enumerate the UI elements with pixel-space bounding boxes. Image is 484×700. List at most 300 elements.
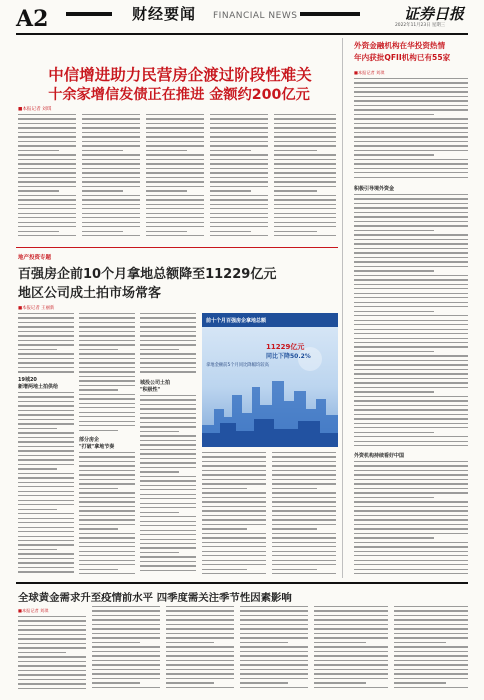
text-line bbox=[354, 320, 468, 321]
text-line bbox=[354, 293, 468, 294]
text-line bbox=[18, 441, 74, 442]
text-line bbox=[354, 306, 468, 307]
text-line bbox=[18, 231, 59, 232]
text-line bbox=[18, 500, 74, 501]
second-subhead-6: "积极性" bbox=[140, 387, 161, 393]
text-line bbox=[18, 358, 74, 359]
text-line bbox=[354, 560, 468, 561]
text-line bbox=[79, 362, 135, 363]
text-line bbox=[79, 335, 135, 336]
text-line bbox=[274, 114, 336, 115]
text-line bbox=[18, 567, 74, 568]
text-line bbox=[354, 387, 468, 388]
text-line bbox=[18, 553, 74, 554]
text-line bbox=[140, 326, 196, 327]
text-line bbox=[394, 682, 446, 683]
text-line bbox=[18, 145, 76, 146]
text-line bbox=[140, 426, 196, 427]
infographic bbox=[202, 313, 338, 447]
text-line bbox=[18, 235, 76, 236]
text-line bbox=[79, 398, 135, 399]
text-line bbox=[79, 542, 135, 543]
text-line bbox=[354, 360, 468, 361]
text-line bbox=[140, 453, 196, 454]
text-line bbox=[210, 136, 268, 137]
text-line bbox=[18, 688, 86, 689]
text-line bbox=[18, 199, 76, 200]
text-line bbox=[240, 669, 308, 670]
text-line bbox=[18, 616, 86, 617]
text-line bbox=[79, 353, 135, 354]
text-line bbox=[240, 655, 308, 656]
text-line bbox=[18, 473, 74, 474]
text-line bbox=[314, 624, 388, 625]
bottom-headline: 全球黄金需求升至疫情前水平 四季度需关注季节性因素影响 bbox=[18, 592, 292, 604]
text-line bbox=[82, 231, 123, 232]
text-line bbox=[140, 313, 196, 314]
text-line bbox=[354, 203, 468, 204]
right-headline-1: 外资金融机构在华投资热情 bbox=[354, 41, 446, 50]
text-line bbox=[18, 367, 74, 368]
text-line bbox=[79, 394, 135, 395]
text-line bbox=[18, 419, 74, 420]
text-line bbox=[354, 230, 434, 231]
text-line bbox=[354, 441, 468, 442]
text-line bbox=[79, 474, 135, 475]
text-line bbox=[354, 270, 434, 271]
kicker: 地产投资专题 bbox=[18, 255, 52, 261]
text-line bbox=[18, 679, 86, 680]
text-line bbox=[146, 114, 204, 115]
text-line bbox=[354, 488, 468, 489]
text-line bbox=[354, 163, 468, 164]
text-line bbox=[354, 91, 468, 92]
text-line bbox=[146, 199, 204, 200]
text-line bbox=[274, 181, 336, 182]
text-line bbox=[92, 664, 160, 665]
text-line bbox=[166, 646, 234, 647]
text-line bbox=[18, 213, 76, 214]
text-line bbox=[18, 159, 76, 160]
text-line bbox=[79, 533, 135, 534]
text-line bbox=[272, 546, 336, 547]
text-line bbox=[140, 525, 196, 526]
text-line bbox=[18, 331, 74, 332]
text-line bbox=[394, 678, 468, 679]
text-line bbox=[146, 118, 204, 119]
text-line bbox=[272, 452, 336, 453]
text-line bbox=[140, 317, 196, 318]
text-line bbox=[79, 317, 135, 318]
text-line bbox=[210, 159, 268, 160]
text-line bbox=[394, 646, 468, 647]
text-line bbox=[18, 509, 57, 510]
text-line bbox=[314, 633, 388, 634]
text-line bbox=[146, 217, 204, 218]
second-body-col-4 bbox=[202, 452, 266, 578]
text-line bbox=[166, 606, 234, 607]
infographic-change: 同比下降50.2% bbox=[266, 353, 311, 360]
text-line bbox=[202, 470, 266, 471]
text-line bbox=[79, 546, 135, 547]
text-line bbox=[82, 172, 140, 173]
text-line bbox=[210, 226, 268, 227]
text-line bbox=[354, 239, 468, 240]
text-line bbox=[394, 610, 468, 611]
section-title: 财经要闻 bbox=[132, 5, 197, 23]
second-body-col-2 bbox=[79, 313, 135, 436]
text-line bbox=[240, 642, 288, 643]
text-line bbox=[146, 132, 204, 133]
text-line bbox=[140, 503, 196, 504]
bottom-body-col-5 bbox=[314, 606, 388, 694]
text-line bbox=[18, 670, 86, 671]
text-line bbox=[394, 628, 468, 629]
text-line bbox=[140, 435, 196, 436]
text-line bbox=[314, 651, 388, 652]
text-line bbox=[354, 172, 468, 173]
text-line bbox=[210, 163, 268, 164]
text-line bbox=[272, 510, 336, 511]
text-line bbox=[314, 678, 388, 679]
text-line bbox=[18, 504, 74, 505]
text-line bbox=[210, 141, 268, 142]
text-line bbox=[354, 414, 468, 415]
text-line bbox=[146, 213, 204, 214]
text-line bbox=[18, 123, 76, 124]
text-line bbox=[82, 118, 140, 119]
column-divider bbox=[342, 38, 343, 578]
text-line bbox=[166, 660, 234, 661]
text-line bbox=[140, 362, 196, 363]
text-line bbox=[18, 118, 76, 119]
text-line bbox=[354, 194, 468, 195]
text-line bbox=[18, 468, 57, 469]
text-line bbox=[18, 414, 74, 415]
text-line bbox=[18, 620, 86, 621]
text-line bbox=[18, 522, 74, 523]
text-line bbox=[274, 222, 336, 223]
text-line bbox=[314, 637, 388, 638]
text-line bbox=[354, 338, 468, 339]
text-line bbox=[18, 477, 74, 478]
text-line bbox=[354, 427, 468, 428]
text-line bbox=[140, 471, 179, 472]
text-line bbox=[79, 331, 135, 332]
text-line bbox=[354, 405, 468, 406]
text-line bbox=[166, 637, 234, 638]
text-line bbox=[79, 465, 135, 466]
text-line bbox=[92, 660, 160, 661]
text-line bbox=[166, 642, 214, 643]
text-line bbox=[354, 212, 468, 213]
text-line bbox=[210, 123, 268, 124]
text-line bbox=[354, 573, 468, 574]
text-line bbox=[354, 546, 468, 547]
text-line bbox=[82, 204, 140, 205]
text-line bbox=[394, 619, 468, 620]
text-line bbox=[354, 501, 468, 502]
text-line bbox=[314, 673, 388, 674]
text-line bbox=[166, 651, 234, 652]
text-line bbox=[210, 217, 268, 218]
text-line bbox=[146, 190, 187, 191]
text-line bbox=[354, 123, 468, 124]
text-line bbox=[79, 501, 135, 502]
text-line bbox=[18, 392, 74, 393]
text-line bbox=[18, 353, 74, 354]
text-line bbox=[82, 190, 123, 191]
text-line bbox=[82, 177, 140, 178]
text-line bbox=[394, 637, 468, 638]
text-line bbox=[354, 391, 434, 392]
text-line bbox=[354, 497, 434, 498]
text-line bbox=[146, 177, 204, 178]
text-line bbox=[274, 195, 336, 196]
lead-body-col-4 bbox=[210, 114, 268, 244]
text-line bbox=[18, 540, 74, 541]
text-line bbox=[354, 324, 468, 325]
masthead-rule bbox=[16, 33, 468, 35]
text-line bbox=[354, 105, 468, 106]
text-line bbox=[274, 127, 336, 128]
text-line bbox=[202, 515, 266, 516]
text-line bbox=[274, 190, 317, 191]
text-line bbox=[274, 163, 336, 164]
text-line bbox=[210, 172, 268, 173]
text-line bbox=[314, 655, 388, 656]
text-line bbox=[92, 682, 140, 683]
text-line bbox=[274, 141, 336, 142]
text-line bbox=[82, 186, 140, 187]
text-line bbox=[202, 510, 266, 511]
text-line bbox=[354, 261, 468, 262]
text-line bbox=[354, 364, 468, 365]
text-line bbox=[354, 114, 434, 115]
right-subhead-1: 积极引导境外资金 bbox=[354, 186, 395, 192]
text-line bbox=[140, 431, 179, 432]
text-line bbox=[18, 629, 86, 630]
text-line bbox=[354, 423, 468, 424]
text-line bbox=[274, 136, 336, 137]
text-line bbox=[202, 479, 266, 480]
text-line bbox=[92, 651, 160, 652]
text-line bbox=[140, 413, 196, 414]
text-line bbox=[240, 646, 308, 647]
text-line bbox=[354, 342, 468, 343]
text-line bbox=[394, 660, 468, 661]
text-line bbox=[354, 564, 468, 565]
right-body-1 bbox=[354, 78, 468, 184]
text-line bbox=[18, 482, 74, 483]
text-line bbox=[140, 408, 196, 409]
text-line bbox=[274, 123, 336, 124]
text-line bbox=[18, 450, 74, 451]
text-line bbox=[79, 385, 135, 386]
text-line bbox=[354, 400, 468, 401]
text-line bbox=[146, 136, 204, 137]
text-line bbox=[354, 234, 468, 235]
text-line bbox=[354, 284, 468, 285]
text-line bbox=[140, 543, 196, 544]
text-line bbox=[79, 510, 135, 511]
text-line bbox=[146, 172, 204, 173]
text-line bbox=[274, 231, 317, 232]
text-line bbox=[354, 569, 468, 570]
text-line bbox=[140, 399, 196, 400]
text-line bbox=[79, 483, 135, 484]
text-line bbox=[18, 127, 76, 128]
text-line bbox=[274, 199, 336, 200]
text-line bbox=[240, 615, 308, 616]
text-line bbox=[146, 159, 204, 160]
divider-lead bbox=[16, 247, 338, 248]
text-line bbox=[354, 528, 468, 529]
text-line bbox=[18, 683, 86, 684]
text-line bbox=[79, 340, 135, 341]
text-line bbox=[140, 349, 179, 350]
text-line bbox=[394, 669, 468, 670]
text-line bbox=[146, 163, 204, 164]
text-line bbox=[18, 625, 86, 626]
text-line bbox=[146, 231, 187, 232]
text-line bbox=[314, 606, 388, 607]
text-line bbox=[274, 226, 336, 227]
text-line bbox=[79, 407, 135, 408]
text-line bbox=[272, 461, 336, 462]
text-line bbox=[82, 195, 140, 196]
text-line bbox=[146, 204, 204, 205]
right-subhead-2: 外资机构持续看好中国 bbox=[354, 453, 405, 459]
text-line bbox=[166, 655, 234, 656]
text-line bbox=[354, 311, 434, 312]
text-line bbox=[140, 353, 196, 354]
text-line bbox=[202, 452, 266, 453]
text-line bbox=[140, 462, 196, 463]
text-line bbox=[79, 344, 135, 345]
text-line bbox=[354, 118, 468, 119]
text-line bbox=[274, 132, 336, 133]
text-line bbox=[272, 533, 336, 534]
text-line bbox=[79, 506, 135, 507]
text-line bbox=[354, 555, 468, 556]
text-line bbox=[354, 445, 468, 446]
text-line bbox=[18, 531, 74, 532]
text-line bbox=[140, 512, 179, 513]
text-line bbox=[354, 537, 434, 538]
text-line bbox=[140, 476, 196, 477]
text-line bbox=[82, 154, 140, 155]
text-line bbox=[354, 551, 468, 552]
text-line bbox=[210, 145, 268, 146]
second-body-col-5 bbox=[272, 452, 336, 578]
text-line bbox=[240, 651, 308, 652]
text-line bbox=[82, 181, 140, 182]
text-line bbox=[272, 488, 317, 489]
text-line bbox=[240, 687, 308, 688]
text-line bbox=[18, 536, 74, 537]
text-line bbox=[92, 687, 160, 688]
text-line bbox=[79, 573, 135, 574]
text-line bbox=[140, 480, 196, 481]
text-line bbox=[18, 665, 86, 666]
text-line bbox=[354, 436, 468, 437]
text-line bbox=[18, 317, 74, 318]
text-line bbox=[166, 610, 234, 611]
text-line bbox=[140, 340, 196, 341]
section-bar-right bbox=[300, 12, 360, 16]
text-line bbox=[140, 322, 196, 323]
text-line bbox=[18, 562, 74, 563]
text-line bbox=[354, 288, 468, 289]
text-line bbox=[166, 619, 234, 620]
text-line bbox=[272, 492, 336, 493]
text-line bbox=[354, 396, 468, 397]
text-line bbox=[210, 190, 251, 191]
text-line bbox=[394, 651, 468, 652]
text-line bbox=[354, 329, 468, 330]
text-line bbox=[274, 154, 336, 155]
text-line bbox=[79, 412, 135, 413]
text-line bbox=[354, 87, 468, 88]
second-subhead-4: "打破"拿地节奏 bbox=[79, 444, 115, 450]
text-line bbox=[274, 208, 336, 209]
text-line bbox=[354, 257, 468, 258]
text-line bbox=[18, 674, 86, 675]
text-line bbox=[92, 669, 160, 670]
text-line bbox=[354, 432, 434, 433]
text-line bbox=[394, 624, 468, 625]
text-line bbox=[18, 222, 76, 223]
text-line bbox=[18, 432, 74, 433]
text-line bbox=[202, 573, 266, 574]
text-line bbox=[79, 555, 135, 556]
text-line bbox=[202, 506, 266, 507]
text-line bbox=[240, 606, 308, 607]
text-line bbox=[18, 371, 74, 372]
text-line bbox=[140, 498, 196, 499]
text-line bbox=[354, 132, 468, 133]
text-line bbox=[92, 678, 160, 679]
text-line bbox=[79, 376, 135, 377]
right-byline: ■本报记者 刘琪 bbox=[354, 70, 385, 75]
text-line bbox=[354, 418, 468, 419]
text-line bbox=[79, 461, 135, 462]
text-line bbox=[79, 367, 135, 368]
text-line bbox=[79, 313, 135, 314]
text-line bbox=[202, 533, 266, 534]
bottom-body-col-4 bbox=[240, 606, 308, 694]
text-line bbox=[140, 494, 196, 495]
text-line bbox=[82, 159, 140, 160]
text-line bbox=[394, 615, 468, 616]
text-line bbox=[92, 655, 160, 656]
text-line bbox=[82, 168, 140, 169]
text-line bbox=[92, 619, 160, 620]
text-line bbox=[354, 159, 468, 160]
text-line bbox=[272, 479, 336, 480]
text-line bbox=[202, 461, 266, 462]
text-line bbox=[210, 118, 268, 119]
lead-body-col-1 bbox=[18, 114, 76, 244]
text-line bbox=[394, 664, 468, 665]
text-line bbox=[314, 664, 388, 665]
text-line bbox=[140, 556, 196, 557]
text-line bbox=[354, 302, 468, 303]
text-line bbox=[166, 615, 234, 616]
text-line bbox=[82, 114, 140, 115]
text-line bbox=[394, 606, 468, 607]
